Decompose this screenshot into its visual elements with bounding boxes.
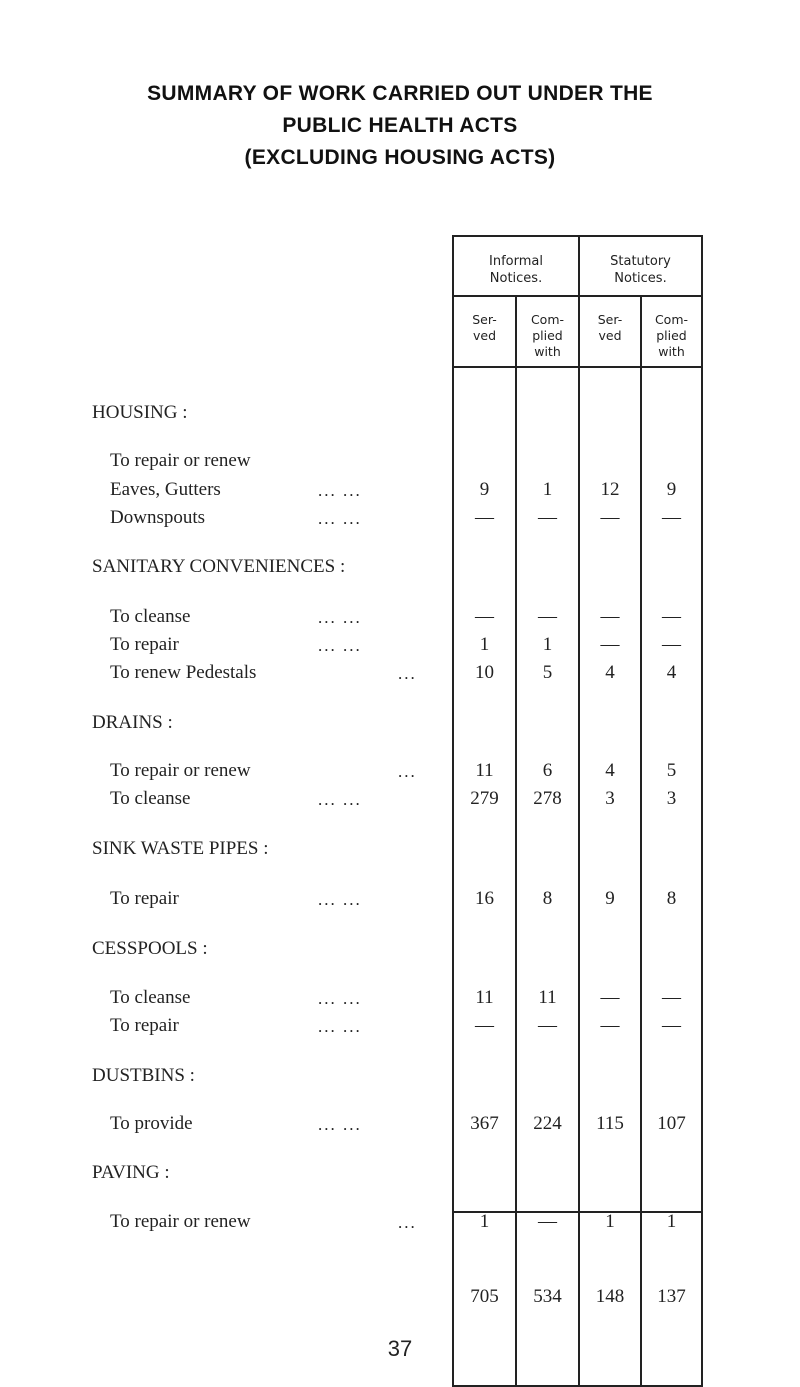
section-heading: CESSPOOLS :	[92, 938, 208, 959]
row-leader-dots: ...	[398, 1213, 417, 1232]
cell-statutory-served: —	[600, 1015, 620, 1036]
cell-informal-complied: —	[538, 1211, 557, 1232]
cell-statutory-complied: 5	[666, 760, 677, 781]
cell-informal-complied: 5	[542, 662, 553, 683]
row-leader-dots: ... ...	[318, 1017, 362, 1036]
subheader-complied-line-2: plied	[656, 328, 687, 343]
section-heading: DUSTBINS :	[92, 1065, 195, 1086]
cell-informal-complied: 8	[542, 888, 553, 909]
cell-informal-complied: 11	[538, 987, 557, 1008]
row-leader-dots: ... ...	[318, 636, 362, 655]
cell-statutory-complied: —	[662, 507, 681, 528]
row-label: To repair or renew	[110, 450, 251, 471]
cell-informal-complied: 1	[542, 634, 553, 655]
cell-informal-served: 16	[475, 888, 494, 909]
cell-statutory-served: 115	[596, 1113, 624, 1134]
cell-informal-complied: —	[538, 1015, 557, 1036]
total-informal-complied: 534	[533, 1286, 562, 1307]
cell-informal-complied: 224	[533, 1113, 562, 1134]
cell-informal-served: 1	[479, 634, 490, 655]
cell-informal-served: 11	[475, 987, 494, 1008]
page-number: 37	[387, 1336, 413, 1361]
cell-informal-served: —	[475, 507, 494, 528]
cell-informal-served: 1	[479, 1211, 490, 1232]
cell-informal-served: —	[475, 1015, 494, 1036]
subheader-served-line-1: Ser-	[472, 312, 497, 327]
section-heading: HOUSING :	[92, 402, 188, 423]
cell-informal-served: 10	[475, 662, 494, 683]
cell-statutory-complied: 107	[657, 1113, 686, 1134]
row-leader-dots: ... ...	[318, 790, 362, 809]
cell-statutory-served: 1	[605, 1211, 615, 1232]
section-heading: DRAINS :	[92, 712, 173, 733]
row-label: To repair or renew	[110, 760, 251, 781]
cell-statutory-complied: —	[662, 987, 681, 1008]
cell-statutory-complied: —	[662, 606, 681, 627]
cell-statutory-complied: —	[662, 634, 681, 655]
row-label: Eaves, Gutters	[110, 479, 221, 500]
cell-statutory-served: —	[600, 987, 620, 1008]
subheader-statutory-complied	[642, 312, 701, 360]
cell-statutory-served: 9	[605, 888, 615, 909]
subheader-statutory-served	[580, 312, 640, 344]
subheader-informal-served	[454, 312, 515, 344]
section-heading: SANITARY CONVENIENCES :	[92, 556, 346, 577]
total-informal-served: 705	[470, 1286, 499, 1307]
row-leader-dots: ...	[398, 664, 417, 683]
row-label: To provide	[110, 1113, 193, 1134]
subheader-complied-line-1: Com-	[530, 312, 565, 327]
cell-statutory-served: 12	[600, 479, 620, 500]
cell-statutory-complied: 8	[666, 888, 677, 909]
subheader-informal-complied	[517, 312, 578, 360]
subheader-served-line-2: ved	[472, 328, 497, 343]
row-label: Downspouts	[110, 507, 206, 528]
page-title-line-1: SUMMARY OF WORK CARRIED OUT UNDER THE	[147, 82, 653, 105]
subheader-served-line-2: ved	[598, 328, 622, 343]
row-leader-dots: ... ...	[318, 481, 362, 500]
row-leader-dots: ...	[398, 762, 417, 781]
cell-informal-served: 367	[470, 1113, 499, 1134]
row-leader-dots: ... ...	[318, 509, 362, 528]
row-label: To repair	[110, 634, 179, 655]
header-informal-line-1: Informal	[489, 254, 543, 269]
subheader-complied-line-1: Com-	[654, 312, 689, 327]
table-border-top	[452, 235, 703, 237]
table-border-right	[701, 235, 703, 1385]
cell-informal-complied: 1	[542, 479, 553, 500]
cell-informal-served: 279	[470, 788, 499, 809]
cell-statutory-complied: —	[662, 1015, 681, 1036]
cell-statutory-complied: 9	[666, 479, 677, 500]
subheader-served-line-1: Ser-	[597, 312, 623, 327]
subheader-complied-line-2: plied	[532, 328, 563, 343]
cell-informal-complied: 278	[533, 788, 562, 809]
cell-statutory-served: —	[600, 507, 620, 528]
header-statutory-line-1: Statutory	[610, 254, 671, 269]
cell-informal-complied: 6	[542, 760, 553, 781]
page-title-line-2: PUBLIC HEALTH ACTS	[282, 114, 518, 137]
row-label: To cleanse	[110, 788, 191, 809]
header-statutory-notices	[580, 253, 701, 287]
cell-informal-served: 9	[479, 479, 490, 500]
page-title-line-3: (EXCLUDING HOUSING ACTS)	[244, 146, 556, 169]
cell-statutory-served: 4	[605, 662, 615, 683]
row-leader-dots: ... ...	[318, 608, 362, 627]
cell-informal-served: 11	[475, 760, 494, 781]
cell-statutory-served: —	[600, 634, 620, 655]
header-statutory-line-2: Notices.	[614, 271, 667, 286]
row-label: To renew Pedestals	[110, 662, 257, 683]
row-label: To cleanse	[110, 606, 191, 627]
total-statutory-served: 148	[595, 1286, 625, 1307]
subheader-complied-line-3: with	[658, 344, 685, 359]
section-heading: SINK WASTE PIPES :	[92, 838, 269, 859]
header-divider	[452, 295, 703, 297]
cell-informal-complied: —	[538, 507, 557, 528]
header-informal-notices	[454, 253, 578, 287]
subheader-complied-line-3: with	[534, 344, 561, 359]
row-label: To repair	[110, 888, 179, 909]
total-statutory-complied: 137	[657, 1286, 686, 1307]
row-leader-dots: ... ...	[318, 890, 362, 909]
row-label: To repair	[110, 1015, 179, 1036]
row-leader-dots: ... ...	[318, 1115, 362, 1134]
cell-statutory-served: —	[600, 606, 620, 627]
row-label: To cleanse	[110, 987, 191, 1008]
cell-statutory-served: 3	[605, 788, 615, 809]
row-label: To repair or renew	[110, 1211, 251, 1232]
cell-informal-served: —	[475, 606, 494, 627]
section-heading: PAVING :	[92, 1162, 170, 1183]
cell-statutory-complied: 1	[666, 1211, 677, 1232]
cell-statutory-complied: 3	[666, 788, 677, 809]
cell-statutory-served: 4	[605, 760, 615, 781]
cell-statutory-complied: 4	[666, 662, 677, 683]
row-leader-dots: ... ...	[318, 989, 362, 1008]
subheader-divider	[452, 366, 703, 368]
header-informal-line-2: Notices.	[489, 271, 543, 286]
table-border-bottom	[452, 1385, 703, 1387]
cell-informal-complied: —	[538, 606, 557, 627]
